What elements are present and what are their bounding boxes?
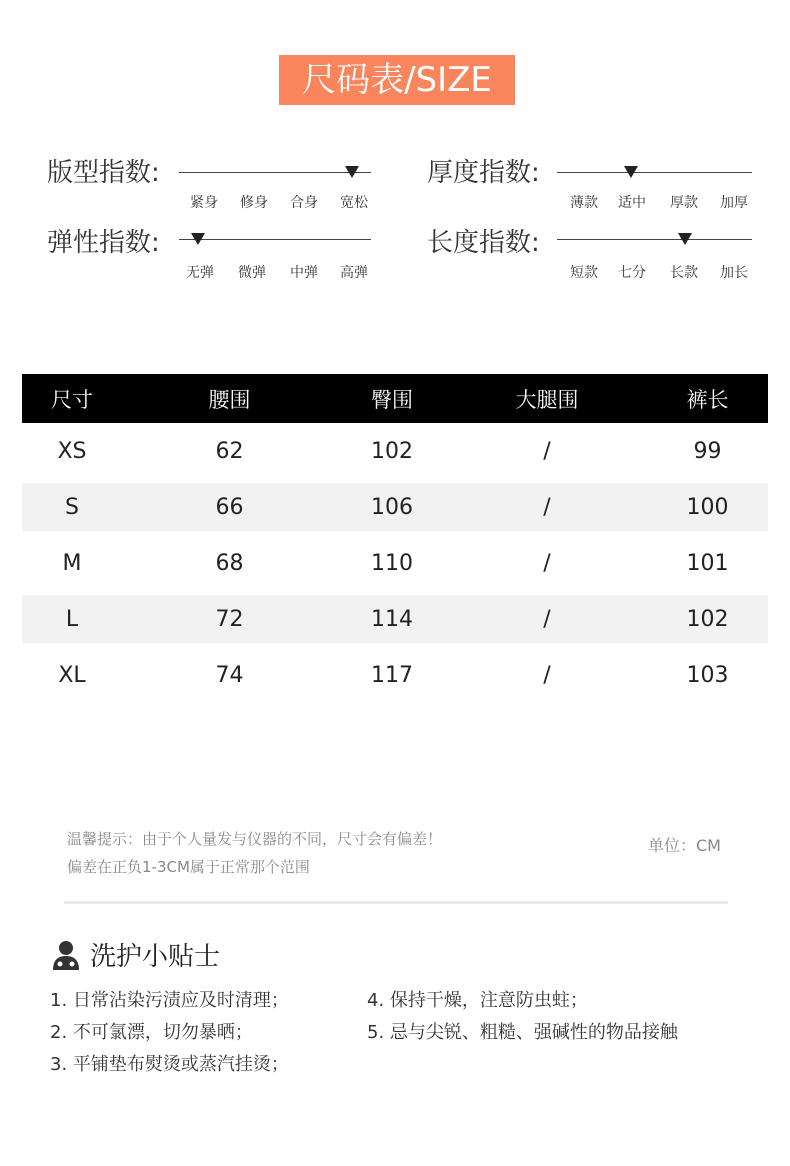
header-cell: 大腿围 [515, 387, 579, 412]
table-cell: / [543, 550, 551, 576]
fit-index [47, 152, 387, 212]
table-cell: 74 [215, 662, 244, 688]
table-row [22, 647, 768, 703]
person-icon [52, 940, 80, 970]
page-title: 尺码表/SIZE [279, 55, 515, 105]
fit-tick: 紧身 [190, 195, 218, 211]
elasticity-index-marker-icon [191, 233, 205, 245]
table-cell: 99 [693, 438, 722, 464]
unit-note: 单位：CM [648, 836, 721, 855]
thickness-tick: 加厚 [720, 195, 748, 211]
length-index-label: 长度指数: [427, 228, 540, 258]
fit-index-track [179, 172, 371, 173]
table-cell: M [62, 550, 82, 576]
table-row [22, 535, 768, 591]
table-cell: 72 [215, 606, 244, 632]
table-cell: XL [58, 662, 86, 688]
header-cell: 腰围 [208, 387, 251, 412]
table-cell: 102 [371, 438, 413, 464]
thickness-index-label: 厚度指数: [427, 158, 540, 188]
table-cell: 101 [686, 550, 729, 576]
care-title-text: 洗护小贴士 [90, 942, 221, 972]
thickness-index [427, 152, 757, 212]
length-index [427, 222, 757, 282]
length-index-marker-icon [678, 233, 692, 245]
size-tip [67, 825, 442, 881]
fit-index-label: 版型指数: [47, 158, 160, 188]
table-cell: / [543, 438, 551, 464]
care-item: 3. 平铺垫布熨烫或蒸汽挂烫； [50, 1054, 289, 1075]
elasticity-index [47, 222, 387, 282]
thickness-tick: 薄款 [570, 195, 598, 211]
care-item: 5. 忌与尖锐、粗糙、强碱性的物品接触 [367, 1022, 678, 1043]
header-cell: 裤长 [686, 387, 729, 412]
elasticity-tick: 无弹 [186, 265, 214, 281]
thickness-index-track [557, 172, 752, 173]
length-tick: 短款 [570, 265, 598, 281]
header-cell: 尺寸 [51, 387, 93, 412]
fit-tick: 合身 [290, 195, 318, 211]
header-cell: 臀围 [371, 387, 413, 412]
care-list-left [50, 985, 289, 1081]
care-item: 4. 保持干燥，注意防虫蛀； [367, 990, 588, 1011]
fit-tick: 修身 [240, 195, 268, 211]
elasticity-tick: 高弹 [340, 265, 368, 281]
fit-index-marker-icon [345, 166, 359, 178]
table-cell: L [65, 606, 79, 632]
thickness-tick: 适中 [618, 195, 646, 211]
length-tick: 七分 [618, 265, 646, 281]
table-row [22, 423, 768, 479]
table-cell: 114 [371, 606, 413, 632]
table-row [22, 483, 768, 531]
length-tick: 长款 [670, 265, 698, 281]
size-table [22, 374, 768, 703]
table-cell: 110 [371, 550, 413, 576]
table-cell: 103 [686, 662, 729, 688]
thickness-tick: 厚款 [670, 195, 698, 211]
elasticity-index-track [179, 239, 371, 240]
table-cell: 68 [215, 550, 244, 576]
table-cell: S [65, 494, 79, 520]
elasticity-tick: 微弹 [238, 265, 266, 281]
table-cell: / [543, 662, 551, 688]
table-cell: / [543, 494, 551, 520]
table-row [22, 595, 768, 643]
elasticity-tick: 中弹 [290, 265, 318, 281]
table-cell: / [543, 606, 551, 632]
divider [64, 901, 728, 904]
care-section-title [52, 936, 220, 973]
tip-line: 偏差在正负1-3CM属于正常那个范围 [67, 858, 310, 876]
length-tick: 加长 [720, 265, 748, 281]
care-item: 2. 不可氯漂，切勿暴晒； [50, 1022, 253, 1043]
thickness-index-marker-icon [624, 166, 638, 178]
table-cell: 102 [686, 606, 729, 632]
fit-tick: 宽松 [340, 195, 368, 211]
table-cell: XS [57, 438, 87, 464]
table-cell: 100 [686, 494, 729, 520]
table-cell: 66 [215, 494, 244, 520]
table-cell: 106 [371, 494, 413, 520]
tip-line: 温馨提示：由于个人量发与仪器的不同，尺寸会有偏差！ [67, 830, 443, 848]
care-item: 1. 日常沾染污渍应及时清理； [50, 990, 289, 1011]
table-cell: 117 [371, 662, 413, 688]
care-list-right [367, 985, 678, 1049]
table-header [22, 374, 768, 423]
length-index-track [557, 239, 752, 240]
elasticity-index-label: 弹性指数: [47, 228, 160, 258]
table-cell: 62 [215, 438, 244, 464]
